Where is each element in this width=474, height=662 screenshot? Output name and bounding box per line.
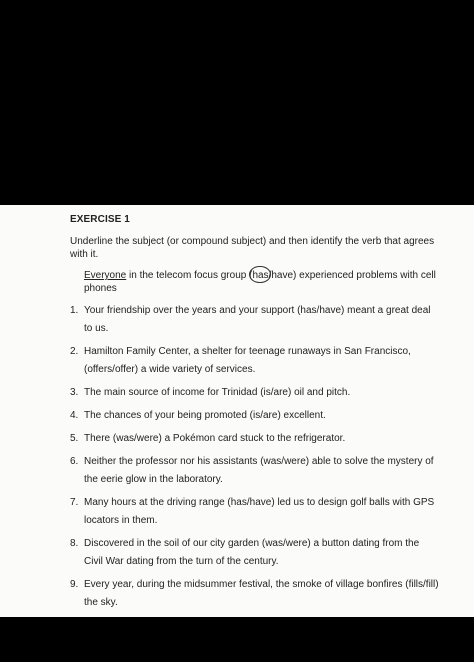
item-number: 3. [70, 387, 79, 398]
list-item [70, 576, 440, 612]
exercise-title: EXERCISE 1 [70, 214, 130, 225]
exercise-instructions: Underline the subject (or compound subject) and then identify the verb that agrees with it. [70, 236, 435, 260]
list-item [70, 535, 440, 571]
item-text: Every year, during the midsummer festival, the smoke of village bonfires (fills/fill) the sky. [84, 579, 439, 608]
item-number: 5. [70, 433, 79, 444]
item-number: 4. [70, 410, 79, 421]
item-text: Neither the professor nor his assistants (was/were) able to solve the mystery of the eerie glow in the laboratory. [84, 456, 434, 485]
item-text: The chances of your being promoted (is/are) excellent. [84, 410, 326, 421]
example-circled-verb: has [252, 270, 269, 281]
item-text: The main source of income for Trinidad (is/are) oil and pitch. [84, 387, 351, 398]
item-text: Hamilton Family Center, a shelter for teenage runaways in San Francisco, (offers/offer) a wide variety of services. [84, 346, 411, 375]
list-item [70, 343, 440, 379]
exercise-content [70, 213, 440, 658]
exercise-list [70, 302, 440, 653]
item-number: 9. [70, 579, 79, 590]
example-subject: Everyone [84, 270, 127, 281]
document-page [0, 205, 474, 617]
black-bottom-band [0, 617, 474, 662]
item-text: Discovered in the soil of our city garden (was/were) a button dating from the Civil War dating from the turn of the century. [84, 538, 420, 567]
item-number: 6. [70, 456, 79, 467]
list-item [70, 430, 440, 448]
example-text-before: in the telecom focus group ( [126, 270, 253, 281]
list-item [70, 407, 440, 425]
item-number: 7. [70, 497, 79, 508]
list-item [70, 494, 440, 530]
list-item [70, 302, 440, 338]
item-text: Your friendship over the years and your support (has/have) meant a great deal to us. [84, 305, 431, 334]
item-number: 8. [70, 538, 79, 549]
item-number: 1. [70, 305, 79, 316]
list-item [70, 384, 440, 402]
black-top-band [0, 0, 474, 205]
list-item [70, 453, 440, 489]
item-number: 2. [70, 346, 79, 357]
example-sentence [70, 269, 440, 295]
item-text: Many hours at the driving range (has/have) led us to design golf balls with GPS locators in them. [84, 497, 435, 526]
example-text-after: /have) experienced problems with cell phones [84, 270, 436, 294]
item-text: There (was/were) a Pokémon card stuck to the refrigerator. [84, 433, 346, 444]
